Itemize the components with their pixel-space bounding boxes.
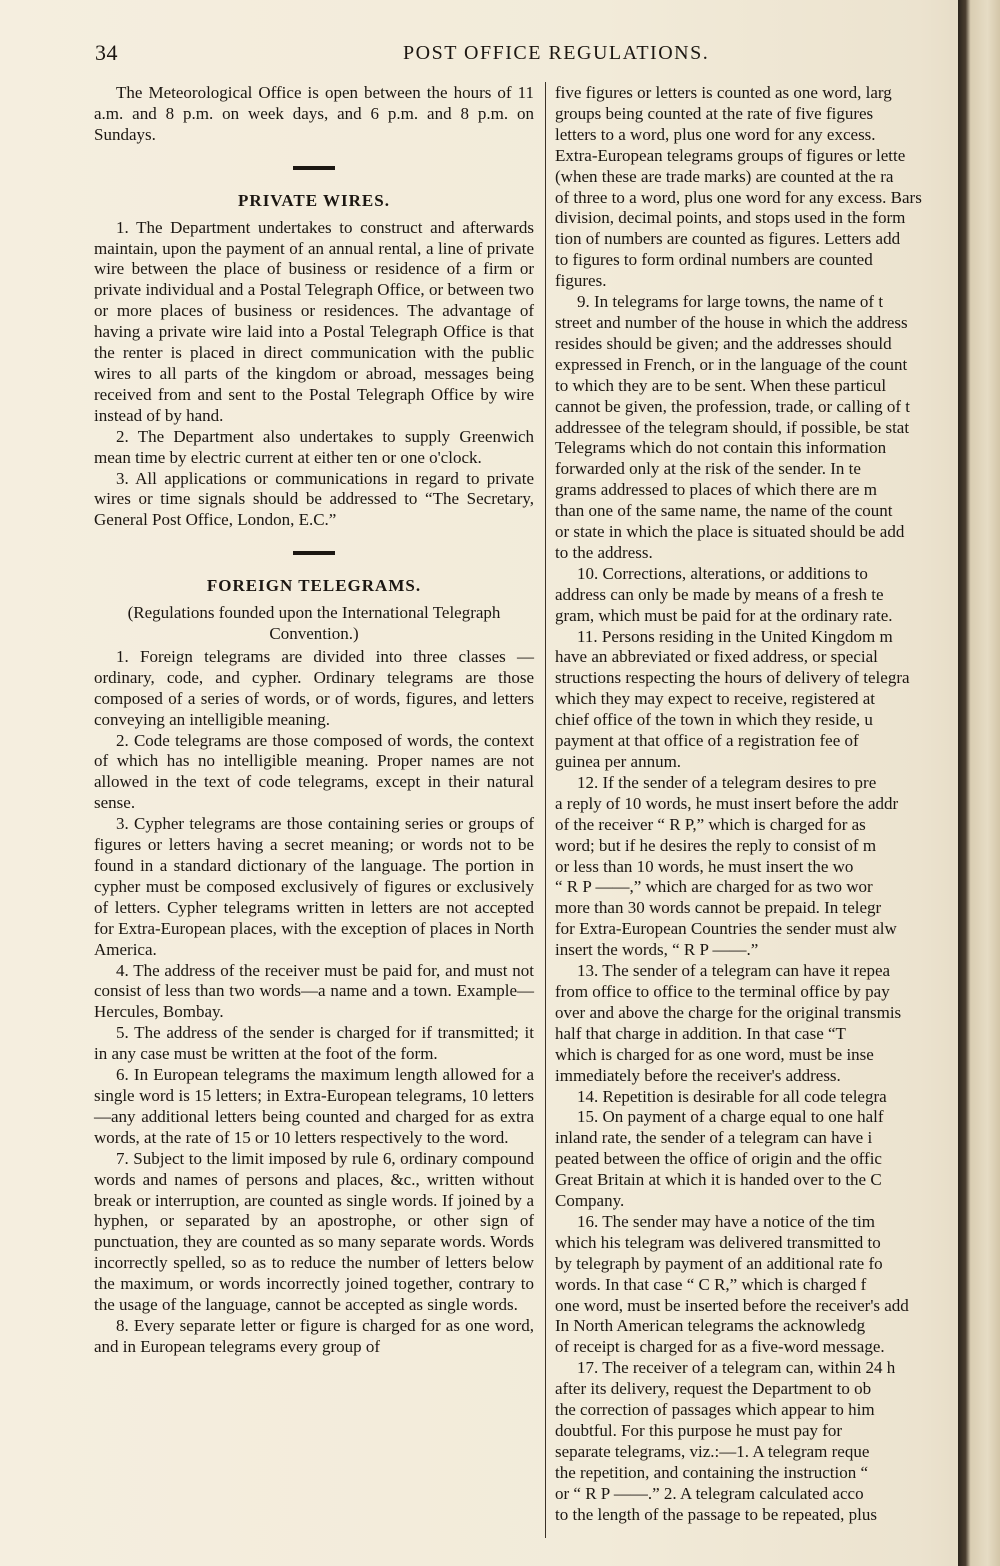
section-rule (293, 551, 335, 555)
foreign-telegrams-paragraph: 3. Cypher telegrams are those containing series or groups of figures or letters having a secret meaning; or words not to be found in a standard dictionary of the language. The portion in cypher must be composed exclusively of figures or exclusively of letters. Cypher telegrams written in letters are not accepted for Extra-European places, with the exception of places in North America. (94, 814, 534, 959)
right-column-line: expressed in French, or in the language of the count (555, 354, 908, 374)
right-column-line: 13. The sender of a telegram can have it repea (577, 961, 891, 981)
right-column-line: payment at that office of a registration fee of (555, 731, 859, 751)
right-column-line: street and number of the house in which the address (555, 312, 908, 332)
right-column (555, 83, 970, 1553)
right-column-line: division, decimal points, and stops used in the form (555, 208, 906, 228)
right-column-line: by telegraph by payment of an additional rate fo (555, 1253, 883, 1273)
right-column-line: which they may expect to receive, registered at (555, 689, 876, 709)
foreign-telegrams-paragraph: 5. The address of the sender is charged for if transmitted; it in any case must be written at the foot of the form. (94, 1023, 534, 1064)
right-column-line: after its delivery, request the Department to ob (555, 1379, 872, 1399)
right-column-line: letters to a word, plus one word for any excess. (555, 124, 876, 144)
right-column-line: which his telegram was delivered transmitted to (555, 1232, 881, 1252)
right-column-line: forwarded only at the risk of the sender. In te (555, 459, 861, 479)
right-column-line: insert the words, “ R P ——.” (555, 940, 759, 960)
right-column-line: Telegrams which do not contain this information (555, 438, 887, 458)
foreign-telegrams-paragraph: 1. Foreign telegrams are divided into three classes —ordinary, code, and cypher. Ordinary telegrams are those composed of a series of words, or of words, figures, and letters conveying an intelligible meaning. (94, 646, 534, 729)
right-column-line: or state in which the place is situated should be add (555, 522, 905, 542)
right-column-line: addressee of the telegram should, if possible, be stat (555, 417, 910, 437)
page-number: 34 (95, 40, 118, 65)
right-column-line: words. In that case “ C R,” which is charged f (555, 1274, 867, 1294)
right-column-line: over and above the charge for the original transmis (555, 1002, 902, 1022)
right-column-line: to which they are to be sent. When these particul (555, 375, 887, 395)
right-column-line: gram, which must be paid for at the ordinary rate. (555, 605, 893, 625)
right-column-line: from office to office to the terminal office by pay (555, 981, 890, 1001)
foreign-telegrams-paragraph: 8. Every separate letter or figure is charged for as one word, and in European telegrams every group of (94, 1315, 534, 1356)
meteorological-office-note: The Meteorological Office is open between the hours of 11 a.m. and 8 p.m. on week days, and 6 p.m. and 8 p.m. on Sundays. (94, 83, 534, 144)
regulations-subnote: (Regulations founded upon the International Telegraph Convention.) (127, 603, 501, 644)
right-column-line: cannot be given, the profession, trade, or calling of t (555, 396, 910, 416)
private-wires-paragraph: 1. The Department undertakes to construct and afterwards maintain, upon the payment of an annual rental, a line of private wire between the place of business or residence of a firm or private individual and a Postal Telegraph Office, or between two or more places of business or residences. The advantage of having a private wire laid into a Postal Telegraph Office is that the renter is placed in direct communication with the public wires to all parts of the kingdom or abroad, messages being received from and sent to the Postal Telegraph Office by wire instead of by hand. (94, 217, 534, 425)
right-column-line: tion of numbers are counted as figures. Letters add (555, 229, 901, 249)
right-column-line: chief office of the town in which they reside, u (555, 710, 873, 730)
right-column-line: of three to a word, plus one word for any excess. Bars (555, 187, 922, 207)
right-column-line: of the receiver “ R P,” which is charged for as (555, 814, 866, 834)
right-column-line: one word, must be inserted before the receiver's add (555, 1295, 909, 1315)
right-column-line: 15. On payment of a charge equal to one half (577, 1107, 884, 1127)
right-column-line: than one of the same name, the name of the count (555, 501, 893, 521)
right-column-line: of receipt is charged for as a five-word message. (555, 1337, 885, 1357)
foreign-telegrams-paragraph: 7. Subject to the limit imposed by rule 6, ordinary compound words and names of persons and places, &c., written without break or interruption, are counted as single words. If joined by a hyphen, or separated by an apostrophe, or other sign of punctuation, they are counted as so many separate words. Words incorrectly spelled, so as to reduce the number of letters below the maximum, or words incorrectly joined together, contrary to the usage of the language, cannot be accepted as single words. (94, 1148, 534, 1315)
right-column-line: which is charged for as one word, must be inse (555, 1044, 874, 1064)
foreign-telegrams-paragraph: 2. Code telegrams are those composed of words, the context of which has no intelligible meaning. Proper names are not allowed in the text of code telegrams, except in their natural sense. (94, 730, 534, 813)
right-column-line: “ R P ——,” which are charged for as two wor (555, 877, 873, 897)
column-divider (545, 82, 546, 1538)
right-column-line: structions respecting the hours of delivery of telegra (555, 668, 910, 688)
right-column-line: guinea per annum. (555, 752, 682, 771)
right-column-line: have an abbreviated or fixed address, or special (555, 647, 878, 667)
right-column-line: In North American telegrams the acknowledg (555, 1316, 866, 1336)
private-wires-heading: PRIVATE WIRES. (238, 190, 390, 210)
right-column-line: to the length of the passage to be repeated, plus (555, 1504, 877, 1524)
right-column-line: Extra-European telegrams groups of figures or lette (555, 145, 906, 165)
right-column-line: 9. In telegrams for large towns, the name of t (577, 292, 884, 312)
right-column-line: separate telegrams, viz.:—1. A telegram reque (555, 1441, 870, 1461)
right-column-line: 11. Persons residing in the United Kingdom m (577, 626, 893, 646)
right-column-line: (when these are trade marks) are counted at the ra (555, 166, 894, 186)
right-column-line: inland rate, the sender of a telegram can have i (555, 1128, 873, 1148)
right-column-line: Company. (555, 1191, 625, 1211)
foreign-telegrams-paragraph: 4. The address of the receiver must be paid for, and must not consist of less than two words—a name and a town. Example—Hercules, Bombay. (94, 960, 534, 1022)
section-rule (293, 166, 335, 170)
right-column-line: the correction of passages which appear to him (555, 1400, 875, 1420)
foreign-telegrams-paragraph: 6. In European telegrams the maximum length allowed for a single word is 15 letters; in Extra-European telegrams, 10 letters—any additional letters being counted and charged for as extra words, at the rate of 15 or 10 letters respectively to the word. (94, 1065, 534, 1147)
right-column-line: address can only be made by means of a fresh te (555, 584, 884, 604)
right-column-line: half that charge in addition. In that case “T (555, 1023, 846, 1043)
left-column (94, 83, 534, 1358)
right-column-line: grams addressed to places of which there are m (555, 480, 877, 500)
right-column-line: 14. Repetition is desirable for all code telegra (577, 1086, 887, 1106)
right-column-line: peated between the office of origin and the offic (555, 1149, 882, 1169)
right-column-line: more than 30 words cannot be prepaid. In telegr (555, 898, 882, 918)
right-column-line: 17. The receiver of a telegram can, within 24 h (577, 1358, 896, 1378)
right-column-line: or “ R P ——.” 2. A telegram calculated acco (555, 1483, 864, 1503)
right-column-line: immediately before the receiver's address. (555, 1065, 841, 1085)
page-header (95, 40, 955, 70)
right-column-line: doubtful. For this purpose he must pay for (555, 1421, 843, 1440)
private-wires-paragraph: 3. All applications or communications in regard to private wires or time signals should be addressed to “The Secretary, General Post Office, London, E.C.” (94, 468, 534, 530)
private-wires-paragraph: 2. The Department also undertakes to supply Greenwich mean time by electric current at either ten or one o'clock. (94, 426, 534, 467)
right-column-line: the repetition, and containing the instruction “ (555, 1462, 868, 1482)
page-gutter-binding (958, 0, 1000, 1566)
right-column-line: a reply of 10 words, he must insert before the addr (555, 793, 899, 813)
right-column-line: resides should be given; and the addresses should (555, 333, 892, 353)
right-column-line: to the address. (555, 542, 653, 562)
right-column-line: to figures to form ordinal numbers are counted (555, 250, 873, 270)
right-column-line: word; but if he desires the reply to consist of m (555, 835, 877, 855)
right-column-line: groups being counted at the rate of five figures (555, 103, 874, 123)
right-column-line: 10. Corrections, alterations, or additions to (577, 563, 868, 583)
right-column-line: five figures or letters is counted as one word, larg (555, 83, 892, 102)
right-column-line: 16. The sender may have a notice of the tim (577, 1211, 876, 1231)
running-title: POST OFFICE REGULATIONS. (403, 42, 710, 64)
right-column-line: or less than 10 words, he must insert the wo (555, 856, 854, 876)
right-column-line: 12. If the sender of a telegram desires to pre (577, 772, 877, 792)
foreign-telegrams-heading: FOREIGN TELEGRAMS. (206, 576, 422, 596)
right-column-line: figures. (555, 271, 607, 291)
right-column-line: for Extra-European Countries the sender must alw (555, 919, 897, 939)
right-column-line: Great Britain at which it is handed over to the C (555, 1170, 882, 1190)
